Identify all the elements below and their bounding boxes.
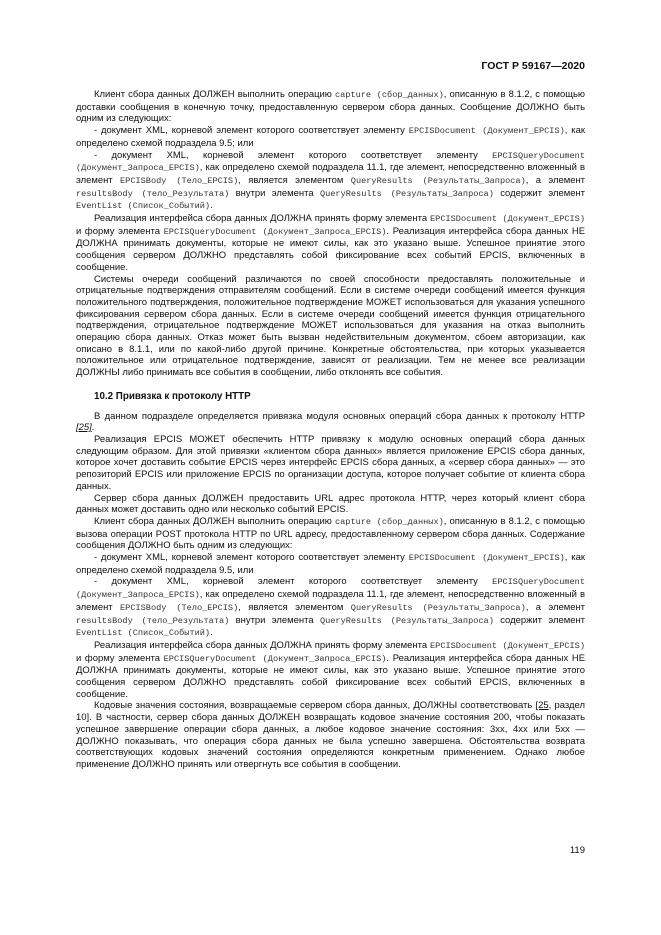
paragraph: Системы очереди сообщений различаются по своей способности предоставлять положительные и отрицательные подтверждения отправителям сообщений. Если в системе очереди сообщений имеется функция положительного подтверждения, положительное подтверждение МОЖЕТ использоваться для указания успешного фиксирования сервером сбора данных. Если в системе очереди сообщений имеется функция отрицательного подтверждения, отрицательное подтверждение МОЖЕТ использоваться для указания на отказ выполнить операцию сбора данных. Отказ может быть вызван недействительным документом, сбоем авторизации, как описано в 8.1.1, или по какой-либо другой причине. Конкретные обстоятельства, при которых указывается положительное или отрицательное подтверждение, зависят от реализации. Тем не менее все реализации ДОЛЖНЫ либо принимать все события в сообщении, либо отклонять все события. — [76, 273, 585, 379]
standard-designation: ГОСТ Р 59167—2020 — [481, 60, 585, 72]
list-item: - документ XML, корневой элемент которого соответствует элементу EPCISDocument (Документ_EPCIS), как определено схемой подраздела 9.5; или — [76, 125, 586, 149]
list-item: - документ XML, корневой элемент которого соответствует элементу EPCISDocument (Документ_EPCIS), как определено схемой подраздела 9.5, или — [76, 552, 586, 576]
paragraph: Сервер сбора данных ДОЛЖЕН предоставить URL адрес протокола HTTP, через который клиент сбора данных может доставить одно или несколько событий EPCIS. — [76, 492, 585, 516]
reference-link[interactable]: [25] — [76, 422, 92, 434]
paragraph: В данном подразделе определяется привязка модуля основных операций сбора данных к протоколу HTTP [25]. — [76, 410, 585, 434]
page-number: 119 — [569, 845, 585, 856]
page-body — [76, 89, 585, 771]
paragraph: Реализация интерфейса сбора данных ДОЛЖНА принять форму элемента EPCISDocument (Документ_EPCIS) и форму элемента EPCISQueryDocument (Документ_Запроса_EPCIS). Реализация интерфейса сбора данных НЕ ДОЛЖНА принимать документы, которые не имеют силы, как это указано выше. Успешное принятие этого сообщения сервером ДОЛЖНО представлять собой фиксирование всех событий EPCIS, включенных в сообщение. — [76, 213, 586, 273]
paragraph: Клиент сбора данных ДОЛЖЕН выполнить операцию capture (сбор_данных), описанную в 8.1.2, с помощью вызова операции POST протокола HTTP по URL адресу, предоставленному сервером сбора данных. Содержание сообщения ДОЛЖНО быть одним из следующих: — [76, 515, 585, 552]
paragraph: Реализация интерфейса сбора данных ДОЛЖНА принять форму элемента EPCISDocument (Документ_EPCIS) и форму элемента EPCISQueryDocument (Документ_Запроса_EPCIS). Реализация интерфейса сбора данных НЕ ДОЛЖНА принимать документы, которые не имеют силы, как это указано выше. Успешное принятие этого сообщения сервером ДОЛЖНО представлять собой фиксирование всех событий EPCIS, включенных в сообщение. — [76, 639, 586, 700]
section-heading: 10.2 Привязка к протоколу HTTP — [94, 390, 251, 402]
paragraph: Клиент сбора данных ДОЛЖЕН выполнить операцию capture (сбор_данных), описанную в 8.1.2, с помощью доставки сообщения в конечную точку, предоставленную сервером сбора данных. Сообщение ДОЛЖНО быть одним из следующих: — [76, 89, 585, 125]
list-item: - документ XML, корневой элемент которого соответствует элементу EPCISQueryDocument (Документ_Запроса_EPCIS), как определено схемой подраздела 11.1, где элемент, непосредственно вложенный в элемент EPCISBody (Тело_EPCIS), является элементом QueryResults (Результаты_Запроса), а элемент resultsBody (тело_Результата) внутри элемента QueryResults (Результаты_Запроса) содержит элемент EventList (Список_Событий). — [76, 149, 585, 212]
reference-link[interactable]: [25 — [535, 700, 549, 712]
list-item: - документ XML, корневой элемент которого соответствует элементу EPCISQueryDocument (Документ_Запроса_EPCIS), как определено схемой подраздела 11.1, где элемент, непосредственно вложенный в элемент EPCISBody (Тело_EPCIS), является элементом QueryResults (Результаты_Запроса), а элемент resultsBody (тело_Результата) внутри элемента QueryResults (Результаты_Запроса) содержит элемент EventList (Список_Событий). — [76, 576, 585, 639]
paragraph: Реализация EPCIS МОЖЕТ обеспечить HTTP привязку к модулю основных операций сбора данных следующим образом. Для этой привязки «клиентом сбора данных» является приложение EPCIS сбора данных, которое хочет доставить событие EPCIS через интерфейс EPCIS сбора данных, а «сервер сбора данных» — это репозиторий EPCIS или приложение EPCIS по организации доступа, которое получает событие от клиента сбора данных. — [76, 433, 585, 492]
paragraph: Кодовые значения состояния, возвращаемые сервером сбора данных, ДОЛЖНЫ соответствовать [25, раздел 10]. В частности, сервер сбора данных ДОЛЖЕН возвращать кодовое значение состояния 200, чтобы показать успешное завершение операции сбора данных, а любое кодовое значение состояния: 3xx, 4xx или 5xx — ДОЛЖНО показывать, что операция сбора данных не была успешно завершена. Обстоятельства возврата соответствующих кодовых значений состояния определяются конкретным применением. Однако любое применение ДОЛЖНО принять или отвергнуть все события в сообщении. — [76, 700, 585, 770]
